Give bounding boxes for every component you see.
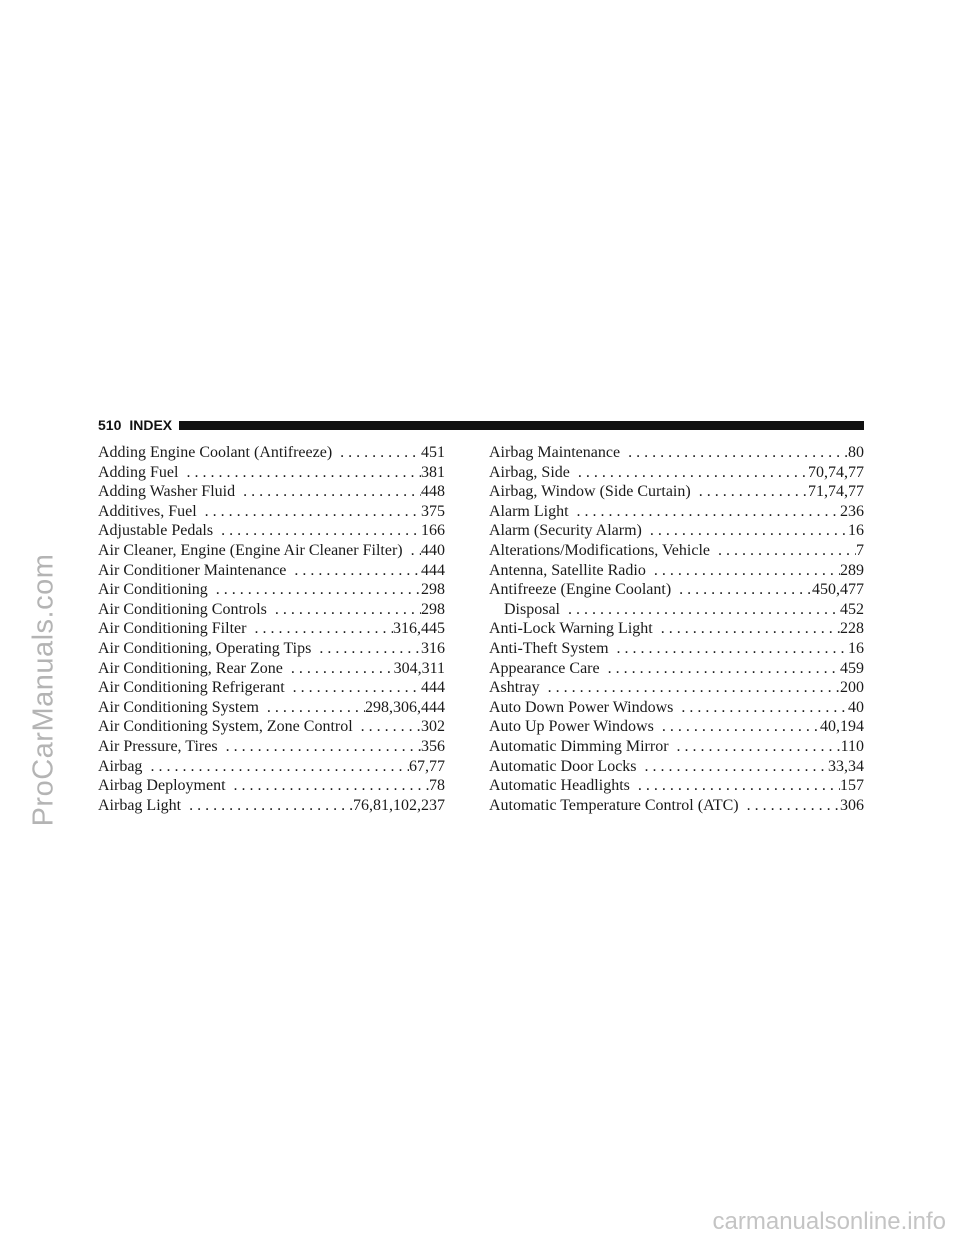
index-term: Air Conditioning, Operating Tips [98,639,312,657]
dot-leader [671,580,812,600]
dot-leader [691,482,808,502]
index-entry [98,737,445,757]
index-term: Adjustable Pedals [98,522,214,540]
dot-leader [637,757,828,777]
dot-leader [403,541,421,561]
index-subentry [489,600,864,620]
index-entry [489,521,864,541]
index-pages: 375 [421,502,445,520]
index-term: Automatic Temperature Control (ATC) [489,796,739,814]
index-pages: 80 [848,444,864,461]
index-entry [489,757,864,777]
index-term: Air Conditioning System [98,698,259,716]
index-entry [98,639,445,659]
index-pages: 71,74,77 [808,483,864,501]
index-entry [98,580,445,600]
dot-leader [710,541,856,561]
header-label [98,417,172,433]
dot-leader [600,659,840,679]
index-entry [489,796,864,816]
index-pages: 16 [848,522,864,540]
dot-leader [620,443,848,463]
index-term: Airbag Deployment [98,777,226,795]
dot-leader [142,757,409,777]
index-entry [489,502,864,522]
index-term: Automatic Door Locks [489,757,637,775]
watermark-text: ProCarManuals.com [27,553,60,827]
index-term: Additives, Fuel [98,502,197,520]
index-entry [489,482,864,502]
index-pages: 110 [840,737,864,755]
index-entry [489,698,864,718]
dot-leader [646,561,840,581]
index-pages: 67,77 [409,757,445,775]
index-term: Airbag Maintenance [489,444,621,461]
page-header [98,417,864,433]
dot-leader [653,619,840,639]
index-pages: 452 [840,600,864,618]
index-column-left [98,443,445,815]
index-term: Anti-Theft System [489,639,609,657]
index-entry [489,717,864,737]
index-pages: 316,445 [393,620,445,638]
dot-leader [181,796,353,816]
index-term: Air Conditioning Refrigerant [98,679,285,697]
index-term: Air Conditioning [98,581,208,599]
dot-leader [739,796,840,816]
index-entry [98,502,445,522]
dot-leader [267,600,421,620]
index-term: Alarm (Security Alarm) [489,522,642,540]
index-term: Antenna, Satellite Radio [489,561,646,579]
dot-leader [654,717,820,737]
dot-leader [285,678,421,698]
index-entry [489,463,864,483]
index-term: Ashtray [489,679,540,697]
index-term: Air Conditioner Maintenance [98,561,287,579]
index-term: Alterations/Modifications, Vehicle [489,541,710,559]
dot-leader [540,678,840,698]
page-number: 510 [98,417,122,433]
index-term: Airbag, Side [489,463,570,481]
dot-leader [208,580,421,600]
index-entry [98,717,445,737]
index-entry [98,796,445,816]
footer-watermark-text: carmanualsonline.info [712,1208,946,1235]
index-pages: 298 [421,600,445,618]
index-entry [489,541,864,561]
index-pages: 316 [421,639,445,657]
index-entry [489,659,864,679]
index-entry [98,619,445,639]
dot-leader [178,463,421,483]
dot-leader [609,639,848,659]
index-entry [98,776,445,796]
index-entry [489,639,864,659]
index-term: Automatic Dimming Mirror [489,737,669,755]
dot-leader [642,521,848,541]
index-term: Adding Engine Coolant (Antifreeze) [98,444,333,461]
index-entry [489,678,864,698]
index-entry [489,561,864,581]
index-entry [98,698,445,718]
index-pages: 459 [840,659,864,677]
index-pages: 440 [421,541,445,559]
index-pages: 304,311 [393,659,445,677]
index-pages: 76,81,102,237 [353,796,445,814]
index-pages: 40,194 [820,718,864,736]
dot-leader [560,600,840,620]
dot-leader [235,482,421,502]
index-term: Airbag, Window (Side Curtain) [489,483,691,501]
index-pages: 450,477 [812,581,864,599]
index-term: Air Cleaner, Engine (Engine Air Cleaner Filter) [98,541,403,559]
index-term: Auto Down Power Windows [489,698,674,716]
index-entry [489,443,864,463]
dot-leader [630,776,840,796]
index-pages: 448 [421,483,445,501]
index-entry [98,463,445,483]
index-pages: 78 [429,777,445,795]
index-pages: 381 [421,463,445,481]
dot-leader [197,502,421,522]
dot-leader [213,521,421,541]
index-entry [98,482,445,502]
index-entry [98,443,445,463]
index-term: Disposal [504,600,560,618]
header-rule [179,421,864,430]
index-pages: 236 [840,502,864,520]
index-term: Air Pressure, Tires [98,737,218,755]
index-entry [98,757,445,777]
index-term: Auto Up Power Windows [489,718,654,736]
index-term: Adding Washer Fluid [98,483,236,501]
index-term: Air Conditioning System, Zone Control [98,718,353,736]
index-term: Automatic Headlights [489,777,630,795]
index-pages: 298,306,444 [365,698,445,716]
index-pages: 302 [421,718,445,736]
index-term: Airbag [98,757,143,775]
index-pages: 356 [421,737,445,755]
dot-leader [353,717,421,737]
index-pages: 306 [840,796,864,814]
dot-leader [283,659,394,679]
index-entry [98,600,445,620]
index-entry [98,659,445,679]
index-pages: 444 [421,561,445,579]
dot-leader [226,776,429,796]
index-pages: 228 [840,620,864,638]
index-pages: 7 [856,541,864,559]
dot-leader [218,737,421,757]
dot-leader [311,639,421,659]
index-entry [98,521,445,541]
index-term: Air Conditioning Controls [98,600,267,618]
index-entry [489,737,864,757]
index-entry [98,678,445,698]
index-entry [489,619,864,639]
index-term: Adding Fuel [98,463,179,481]
index-term: Air Conditioning, Rear Zone [98,659,283,677]
index-entry [489,776,864,796]
index-term: Anti-Lock Warning Light [489,620,653,638]
dot-leader [570,463,808,483]
index-term: Appearance Care [489,659,600,677]
dot-leader [259,698,365,718]
dot-leader [332,443,421,463]
index-entry [489,580,864,600]
index-pages: 16 [848,639,864,657]
section-title: INDEX [129,417,173,433]
index-pages: 157 [840,777,864,795]
dot-leader [669,737,841,757]
dot-leader [246,619,393,639]
index-pages: 166 [421,522,445,540]
index-pages: 289 [840,561,864,579]
index-pages: 200 [840,679,864,697]
index-pages: 451 [421,444,445,461]
index-pages: 70,74,77 [808,463,864,481]
index-entry [98,541,445,561]
index-term: Alarm Light [489,502,569,520]
dot-leader [286,561,421,581]
index-pages: 444 [421,679,445,697]
index-term: Antifreeze (Engine Coolant) [489,581,672,599]
index-term: Air Conditioning Filter [98,620,247,638]
index-entry [98,561,445,581]
dot-leader [569,502,840,522]
index-column-right [489,443,864,815]
dot-leader [673,698,848,718]
index-term: Airbag Light [98,796,182,814]
index-pages: 298 [421,581,445,599]
index-pages: 33,34 [828,757,864,775]
index-pages: 40 [848,698,864,716]
